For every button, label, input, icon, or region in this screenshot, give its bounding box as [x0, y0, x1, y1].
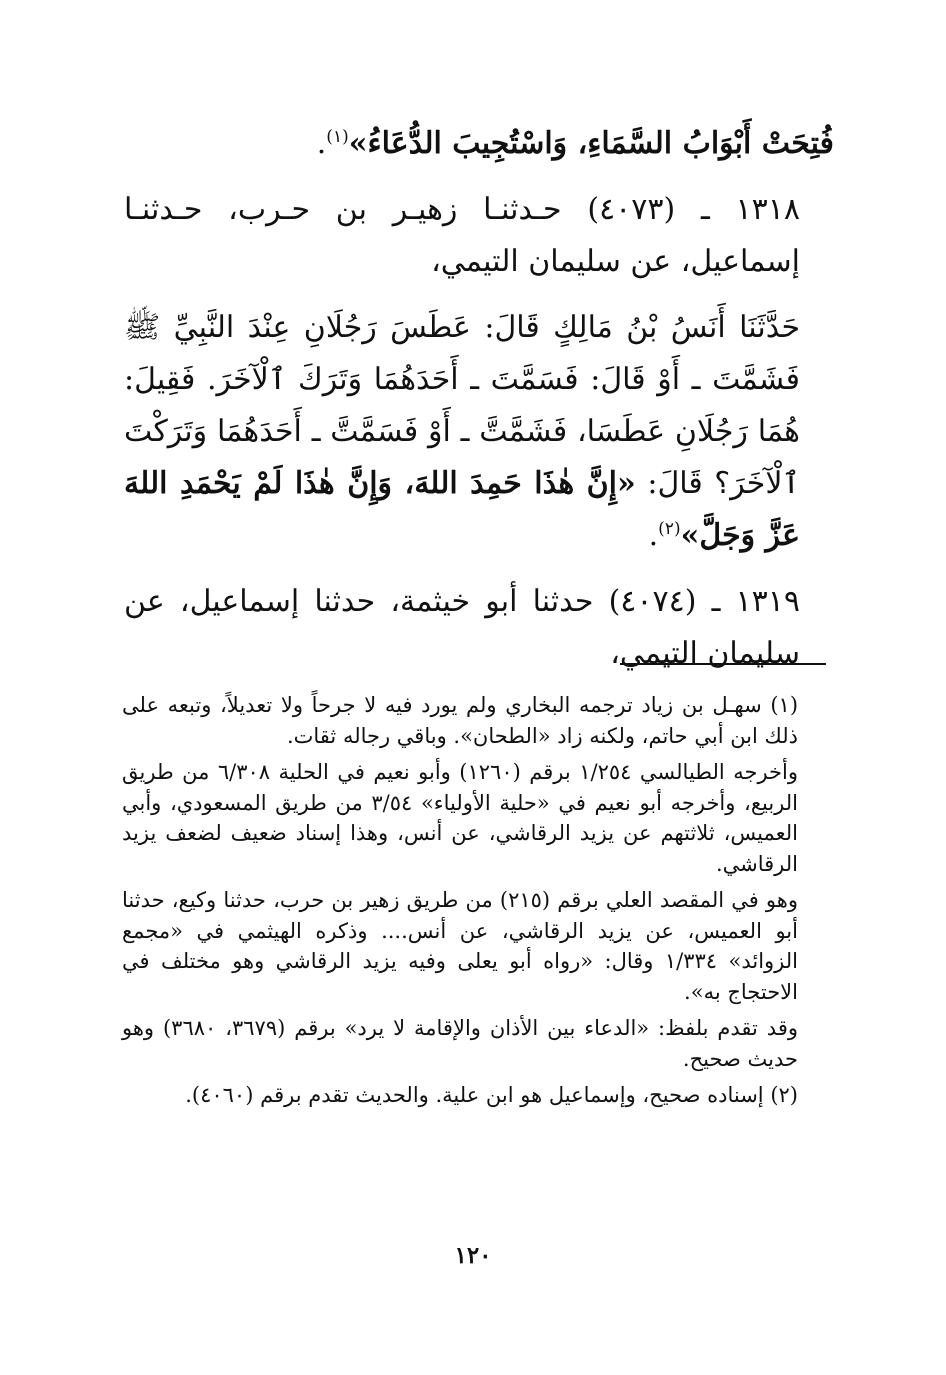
main-text	[124, 118, 834, 680]
period: .	[316, 126, 327, 161]
footnote-ref-1: (١)	[326, 127, 349, 147]
footnote-1-cross-ref: وقد تقدم بلفظ: «الدعاء بين الأذان والإقامة لا يرد» برقم (٣٦٧٩، ٣٦٨٠) وهو حديث صحيح.	[122, 1016, 799, 1071]
period: .	[648, 518, 659, 553]
page-number: ١٢٠	[454, 1242, 492, 1269]
hadith-1318-header: ١٣١٨ ـ (٤٠٧٣) حـدثنـا زهيـر بن حـرب، حـدثنـا إسماعيل، عن سليمان التيمي،	[124, 192, 800, 279]
footnote-separator	[620, 663, 826, 665]
hadith-text: حَدَّثَنَا أَنَسُ بْنُ مَالِكٍ قَالَ: عَطَسَ رَجُلَانِ عِنْدَ النَّبِيِّ ﷺ فَشَمَّتَ ـ أَوْ قَالَ: فَسَمَّتَ ـ أَحَدَهُمَا وَتَرَكَ ٱلْآخَرَ. فَقِيلَ: هُمَا رَجُلَانِ عَطَسَا، فَشَمَّتَّ ـ أَوْ فَسَمَّتَّ ـ أَحَدَهُمَا وَتَرَكْتَ ٱلْآخَرَ؟ قَالَ:	[124, 310, 801, 501]
hadith-continuation	[124, 118, 834, 170]
footnote-2: (٢) إسناده صحيح، وإسماعيل هو ابن علية. والحديث تقدم برقم (٤٠٦٠).	[185, 1083, 798, 1107]
footnote-1-takhrij: وأخرجه الطيالسي ١/٢٥٤ برقم (١٢٦٠) وأبو نعيم في الحلية ٦/٣٠٨ من طريق الربيع، وأخرجه أبو نعيم في «حلية الأولياء» ٣/٥٤ من طريق المسعودي، وأبي العميس، ثلاثتهم عن يزيد الرقاشي، عن أنس، وهذا إسناد ضعيف لضعف يزيد الرقاشي.	[122, 760, 799, 876]
prophet-quote: «إِنَّ هٰذَا حَمِدَ اللهَ، وَإِنَّ هٰذَا لَمْ يَحْمَدِ اللهَ عَزَّ وَجَلَّ»	[124, 466, 800, 553]
footnotes	[122, 690, 828, 1117]
footnote-1-maqsad: وهو في المقصد العلي برقم (٢١٥) من طريق زهير بن حرب، حدثنا وكيع، حدثنا أبو العميس، عن يزيد الرقاشي، عن أنس.... وذكره الهيثمي في «مجمع الزوائد» ١/٣٣٤ وقال: «رواه أبو يعلى وفيه يزيد الرقاشي وهو مختلف في الاحتجاج به».	[122, 888, 798, 1004]
footnote-ref-2: (٢)	[658, 519, 681, 539]
hadith-1318-body	[124, 302, 834, 562]
hadith-text: فُتِحَتْ أَبْوَابُ السَّمَاءِ، وَاسْتُجِيبَ الدُّعَاءُ»	[348, 126, 834, 161]
hadith-1319-header: ١٣١٩ ـ (٤٠٧٤) حدثنا أبو خيثمة، حدثنا إسماعيل، عن سليمان التيمي،	[124, 584, 800, 671]
footnote-1: (١) سهـل بن زياد ترجمه البخاري ولم يورد فيه لا جرحاً ولا تعديلاً، وتبعه على ذلك ابن أبي حاتم، ولكنه زاد «الطحان». وباقي رجاله ثقات.	[122, 693, 799, 748]
